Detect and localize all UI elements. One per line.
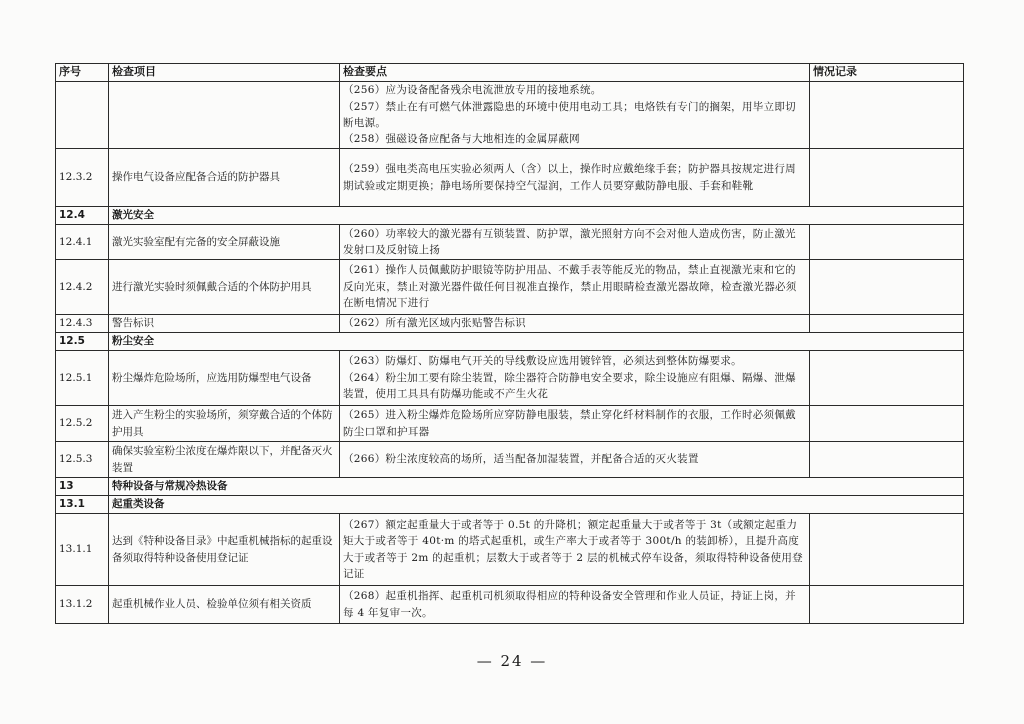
point-line: （260）功率较大的激光器有互锁装置、防护罩，激光照射方向不会对他人造成伤害，防止激光发射口及反射镜上扬 <box>343 227 796 256</box>
point-line: （266）粉尘浓度较高的场所，适当配备加湿装置，并配备合适的灭火装置 <box>343 453 699 466</box>
point-line: （264）粉尘加工要有除尘装置，除尘器符合防静电安全要求，除尘设施应有阻爆、隔爆、泄爆装置，使用工具具有防爆功能或不产生火花 <box>343 371 796 401</box>
row-no: 12.5.2 <box>56 406 109 442</box>
row-record-cell[interactable] <box>810 225 964 260</box>
table-row <box>56 225 964 260</box>
row-no <box>56 82 109 149</box>
section-row <box>56 333 964 351</box>
row-points <box>340 82 810 149</box>
section-row <box>56 478 964 496</box>
row-points <box>340 514 810 586</box>
row-no: 13.1.2 <box>56 586 109 624</box>
row-no: 12.3.2 <box>56 149 109 207</box>
row-item: 起重机械作业人员、检验单位须有相关资质 <box>109 586 340 624</box>
section-title: 激光安全 <box>109 207 964 225</box>
row-points <box>340 442 810 478</box>
row-item: 警告标识 <box>109 315 340 333</box>
row-item: 进入产生粉尘的实验场所，须穿戴合适的个体防护用具 <box>109 406 340 442</box>
row-item: 操作电气设备应配备合适的防护器具 <box>109 149 340 207</box>
row-no: 12.5.3 <box>56 442 109 478</box>
row-record-cell[interactable] <box>810 442 964 478</box>
point-line: （256）应为设备配备残余电流泄放专用的接地系统。 <box>343 84 602 97</box>
table-row <box>56 351 964 406</box>
row-no: 12.4.1 <box>56 225 109 260</box>
point-line: （258）强磁设备应配备与大地相连的金属屏蔽网 <box>343 133 580 146</box>
section-no: 12.5 <box>56 333 109 351</box>
row-no: 12.5.1 <box>56 351 109 406</box>
table-row <box>56 82 964 149</box>
row-points <box>340 260 810 315</box>
header-no: 序号 <box>56 64 109 82</box>
section-title: 粉尘安全 <box>109 333 964 351</box>
row-record-cell[interactable] <box>810 149 964 207</box>
point-line: （265）进入粉尘爆炸危险场所应穿防静电服装，禁止穿化纤材料制作的衣服，工作时必须佩戴防尘口罩和护耳器 <box>343 409 796 438</box>
section-title: 起重类设备 <box>109 496 964 514</box>
point-line: （262）所有激光区域内张贴警告标识 <box>343 317 526 330</box>
point-line: （267）额定起重量大于或者等于 0.5t 的升降机；额定起重量大于或者等于 3t（或额定起重力矩大于或者等于 40t·m 的塔式起重机，或生产率大于或者等于 300t/h 的装卸桥），且提升高度大于或者等于 2m 的起重机；层数大于或者等于 2 层的机械式停车设备，须取得特种设备使用登记证 <box>343 518 803 580</box>
header-record: 情况记录 <box>810 64 964 82</box>
row-record-cell[interactable] <box>810 260 964 315</box>
row-points <box>340 351 810 406</box>
row-record-cell[interactable] <box>810 315 964 333</box>
table-row <box>56 149 964 207</box>
row-no: 12.4.3 <box>56 315 109 333</box>
row-no: 12.4.2 <box>56 260 109 315</box>
row-points <box>340 225 810 260</box>
row-points <box>340 586 810 624</box>
section-row <box>56 207 964 225</box>
row-record-cell[interactable] <box>810 82 964 149</box>
point-line: （259）强电类高电压实验必须两人（含）以上，操作时应戴绝缘手套；防护器具按规定进行周期试验或定期更换；静电场所要保持空气湿润，工作人员要穿戴防静电服、手套和鞋靴 <box>343 163 796 192</box>
row-no: 13.1.1 <box>56 514 109 586</box>
section-no: 13.1 <box>56 496 109 514</box>
table-row <box>56 442 964 478</box>
row-item <box>109 82 340 149</box>
point-line: （261）操作人员佩戴防护眼镜等防护用品、不戴手表等能反光的物品，禁止直视激光束和它的反向光束，禁止对激光器件做任何目视准直操作，禁止用眼睛检查激光器故障，检查激光器必须在断电情况下进行 <box>343 264 797 310</box>
inspection-table <box>55 63 964 624</box>
table-row <box>56 315 964 333</box>
header-points: 检查要点 <box>340 64 810 82</box>
row-item: 粉尘爆炸危险场所，应选用防爆型电气设备 <box>109 351 340 406</box>
table-row <box>56 586 964 624</box>
inspection-table-page <box>55 63 963 624</box>
row-item: 进行激光实验时须佩戴合适的个体防护用具 <box>109 260 340 315</box>
row-item: 确保实验室粉尘浓度在爆炸限以下，并配备灭火装置 <box>109 442 340 478</box>
row-record-cell[interactable] <box>810 406 964 442</box>
row-record-cell[interactable] <box>810 351 964 406</box>
table-header-row <box>56 64 964 82</box>
point-line: （257）禁止在有可燃气体泄露隐患的环境中使用电动工具；电烙铁有专门的搁架，用毕立即切断电源。 <box>343 100 796 129</box>
page-number: — 24 — <box>476 652 548 670</box>
row-points <box>340 315 810 333</box>
row-record-cell[interactable] <box>810 586 964 624</box>
header-item: 检查项目 <box>109 64 340 82</box>
section-row <box>56 496 964 514</box>
section-title: 特种设备与常规冷热设备 <box>109 478 964 496</box>
row-item: 达到《特种设备目录》中起重机械指标的起重设备须取得特种设备使用登记证 <box>109 514 340 586</box>
row-item: 激光实验室配有完备的安全屏蔽设施 <box>109 225 340 260</box>
row-points <box>340 149 810 207</box>
point-line: （268）起重机指挥、起重机司机须取得相应的特种设备安全管理和作业人员证，持证上岗，并每 4 年复审一次。 <box>343 590 796 619</box>
row-record-cell[interactable] <box>810 514 964 586</box>
table-row <box>56 514 964 586</box>
row-points <box>340 406 810 442</box>
table-row <box>56 260 964 315</box>
point-line: （263）防爆灯、防爆电气开关的导线敷设应选用镀锌管，必须达到整体防爆要求。 <box>343 355 742 368</box>
table-row <box>56 406 964 442</box>
section-no: 12.4 <box>56 207 109 225</box>
section-no: 13 <box>56 478 109 496</box>
